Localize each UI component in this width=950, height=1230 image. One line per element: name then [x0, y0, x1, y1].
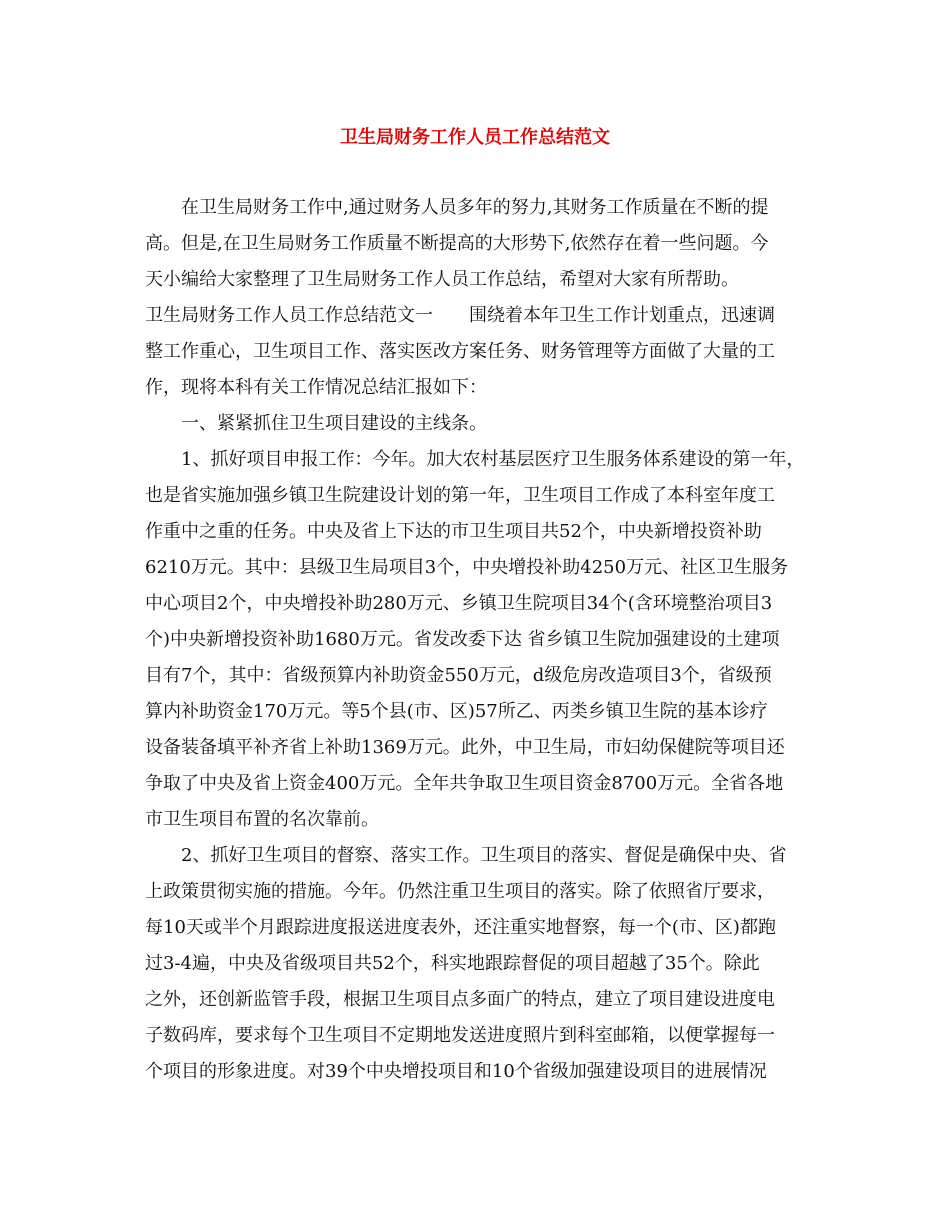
- body-text-line: 作重中之重的任务。中央及省上下达的市卫生项目共52个，中央新增投资补助: [145, 521, 762, 542]
- body-text-line: 天小编给大家整理了卫生局财务工作人员工作总结，希望对大家有所帮助。: [145, 269, 739, 290]
- body-text-line: 中心项目2个，中央增投补助280万元、乡镇卫生院项目34个(含环境整治项目3: [145, 593, 773, 614]
- body-text-line: 高。但是,在卫生局财务工作质量不断提高的大形势下,依然存在着一些问题。今: [145, 233, 769, 254]
- body-text-line: 市卫生项目布置的名次靠前。: [145, 809, 379, 830]
- body-text-line: 算内补助资金170万元。等5个县(市、区)57所乙、丙类乡镇卫生院的基本诊疗: [145, 701, 768, 722]
- body-text-line: 个)中央新增投资补助1680万元。省发改委下达 省乡镇卫生院加强建设的土建项: [145, 629, 780, 650]
- document-title: 卫生局财务工作人员工作总结范文: [340, 127, 610, 148]
- body-text-line: 目有7个，其中：省级预算内补助资金550万元，d级危房改造项目3个，省级预: [145, 665, 772, 686]
- body-text-line: 作，现将本科有关工作情况总结汇报如下：: [145, 377, 487, 398]
- body-text-line: 整工作重心，卫生项目工作、落实医改方案任务、财务管理等方面做了大量的工: [145, 341, 775, 362]
- body-text-line: 设备装备填平补齐省上补助1369万元。此外，中卫生局，市妇幼保健院等项目还: [145, 737, 785, 758]
- body-text-line: 个项目的形象进度。对39个中央增投项目和10个省级加强建设项目的进展情况: [145, 1061, 767, 1082]
- body-text-line: 争取了中央及省上资金400万元。全年共争取卫生项目资金8700万元。全省各地: [145, 773, 784, 794]
- body-text-line: 6210万元。其中：县级卫生局项目3个，中央增投补助4250万元、社区卫生服务: [145, 557, 789, 578]
- body-text-line: 1、抓好项目申报工作：今年。加大农村基层医疗卫生服务体系建设的第一年，: [145, 449, 805, 470]
- body-text-line: 子数码库，要求每个卫生项目不定期地发送进度照片到科室邮箱，以便掌握每一: [145, 1025, 775, 1046]
- body-text-line: 一、紧紧抓住卫生项目建设的主线条。: [145, 413, 487, 434]
- body-text-line: 卫生局财务工作人员工作总结范文一 围绕着本年卫生工作计划重点，迅速调: [145, 305, 775, 326]
- body-text-line: 也是省实施加强乡镇卫生院建设计划的第一年，卫生项目工作成了本科室年度工: [145, 485, 775, 506]
- body-text-line: 在卫生局财务工作中,通过财务人员多年的努力,其财务工作质量在不断的提: [145, 197, 769, 218]
- body-text-line: 过3-4遍，中央及省级项目共52个，科实地跟踪督促的项目超越了35个。除此: [145, 953, 760, 974]
- body-text-line: 之外，还创新监管手段，根据卫生项目点多面广的特点，建立了项目建设进度电: [145, 989, 775, 1010]
- body-text-line: 每10天或半个月跟踪进度报送进度表外，还注重实地督察，每一个(市、区)都跑: [145, 917, 776, 938]
- body-text-line: 2、抓好卫生项目的督察、落实工作。卫生项目的落实、督促是确保中央、省: [145, 845, 787, 866]
- body-text-line: 上政策贯彻实施的措施。今年。仍然注重卫生项目的落实。除了依照省厅要求，: [145, 881, 775, 902]
